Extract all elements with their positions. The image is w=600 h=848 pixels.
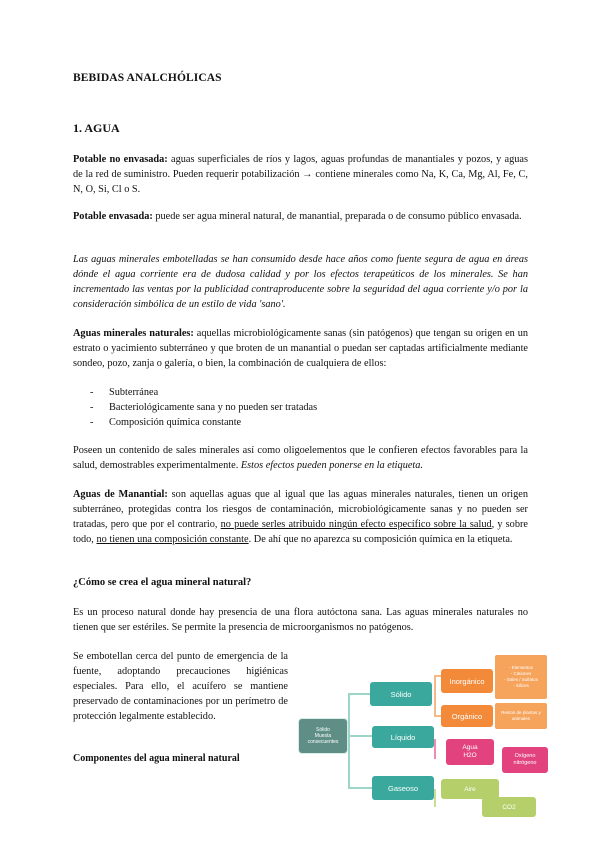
- connector-line: [348, 693, 370, 695]
- paragraph-embotellan: [73, 649, 288, 724]
- diagram-minerales-box: - Elementos - Cationes - Sales / Sulfatos - Silices: [495, 655, 547, 699]
- term-aguas-minerales-naturales: Aguas minerales naturales:: [73, 328, 194, 339]
- paragraph-potable-no-envasada: [73, 152, 528, 197]
- paragraph-text: aquellas microbiológicamente sanas (sin patógenos) que tengan su origen en un estrato o yacimiento subterráneo y que broten de un manantial o puedan ser captadas artificialmente mediante sondeo, pozo, zanja o galería, o bien, la combinación de cualquiera de ellos:: [73, 328, 529, 369]
- paragraph-text: Es un proceso natural donde hay presencia de una flora autóctona sana. Las aguas minerales naturales no tienen que ser estériles. Se permite la presencia de microorganismos no patógenos.: [73, 607, 528, 633]
- underlined-text: no tienen una composición constante: [96, 534, 249, 545]
- connector-line: [434, 715, 441, 717]
- paragraph-text: aguas superficiales de ríos y lagos, aguas profundas de manantiales y pozos, y aguas de la red de suministro. Pueden requerir potabilización → contiene minerales como Na, K, Ca, Mg, Al, Fe, C, N, O, Si, Cl o S.: [73, 154, 528, 195]
- diagram-agua-box: Agua H2O: [446, 739, 494, 765]
- connector-line: [434, 675, 436, 715]
- diagram-oxigeno-box: Oxígeno nitrógeno: [502, 747, 548, 773]
- components-diagram: [296, 655, 556, 820]
- list-item-text: Subterránea: [109, 387, 159, 398]
- list-item-text: Composición química constante: [109, 417, 242, 428]
- diagram-inorganico-box: Inorgánico: [441, 669, 493, 693]
- list-dash: -: [90, 387, 94, 398]
- connector-line: [348, 787, 372, 789]
- document-title: BEBIDAS ANALCHÓLICAS: [73, 72, 222, 84]
- list-item-text: Bacteriológicamente sana y no pueden ser tratadas: [109, 402, 318, 413]
- paragraph-text: , y sobre todo,: [73, 519, 528, 545]
- paragraph-proceso-natural: [73, 605, 528, 635]
- diagram-aire-box: Aire: [441, 779, 499, 799]
- paragraph-aguas-minerales: [73, 326, 528, 371]
- paragraph-text: Poseen un contenido de sales minerales así como oligoelementos que le confieren efectos favorables para la salud, demostrables experimentalmente.: [73, 445, 528, 471]
- paragraph-text: . De ahí que no aparezca su composición química en la etiqueta.: [248, 534, 513, 545]
- section-heading-agua: 1. AGUA: [73, 121, 120, 135]
- components-heading: Componentes del agua mineral natural: [73, 753, 240, 764]
- connector-line: [434, 789, 436, 807]
- paragraph-italic: Estos efectos pueden ponerse en la etiqueta.: [240, 460, 423, 471]
- diagram-liquido-box: Líquido: [372, 726, 434, 748]
- list-dash: -: [90, 417, 94, 428]
- connector-line: [348, 693, 350, 789]
- diagram-gaseoso-box: Gaseoso: [372, 776, 434, 800]
- paragraph-text: puede ser agua mineral natural, de manantial, preparada o de consumo público envasada.: [152, 211, 522, 222]
- diagram-solido-box: Sólido: [370, 682, 432, 706]
- list-dash: -: [90, 402, 94, 413]
- underlined-text: no puede serles atribuido ningún efecto específico sobre la salud: [220, 519, 492, 530]
- paragraph-text: Se embotellan cerca del punto de emergencia de la fuente, adoptando precauciones higiénicas especiales. Para ello, el acuífero se mantiene preservado de contaminaciones por un perímetro de protección legalmente establecido.: [73, 651, 288, 722]
- question-heading: ¿Cómo se crea el agua mineral natural?: [73, 577, 252, 588]
- paragraph-italic-note: Las aguas minerales embotelladas se han consumido desde hace años como fuente segura de agua en áreas dónde el agua corriente era de dudosa calidad y por los efectos terapeúticos de los minerales. Se han incrementado las ventas por la publicidad contraproducente sobre la seguridad del agua corriente y/o por la consideración simbólica de un estilo de vida 'sano'.: [73, 254, 528, 310]
- paragraph-aguas-manantial: [73, 487, 528, 547]
- connector-line: [434, 739, 436, 759]
- term-potable-envasada: Potable envasada:: [73, 211, 153, 222]
- connector-line: [434, 675, 441, 677]
- paragraph-text: son aquellas aguas que al igual que las aguas minerales naturales, tienen un origen subterráneo, protegidas contra los riesgos de contaminación, microbiológicamente sanas y no pueden ser tratadas, pero que por el contrario,: [73, 489, 528, 530]
- term-potable-no-envasada: Potable no envasada:: [73, 154, 168, 165]
- term-aguas-de-manantial: Aguas de Manantial:: [73, 489, 168, 500]
- diagram-organico-box: Orgánico: [441, 705, 493, 727]
- paragraph-sales-minerales: [73, 443, 528, 473]
- diagram-restos-box: Restos de plantas y animales: [495, 703, 547, 729]
- paragraph-potable-envasada: [73, 209, 528, 224]
- connector-line: [348, 735, 372, 737]
- diagram-co2-box: CO2: [482, 797, 536, 817]
- diagram-root-box: Sólido Muesta consecuentes: [298, 718, 348, 754]
